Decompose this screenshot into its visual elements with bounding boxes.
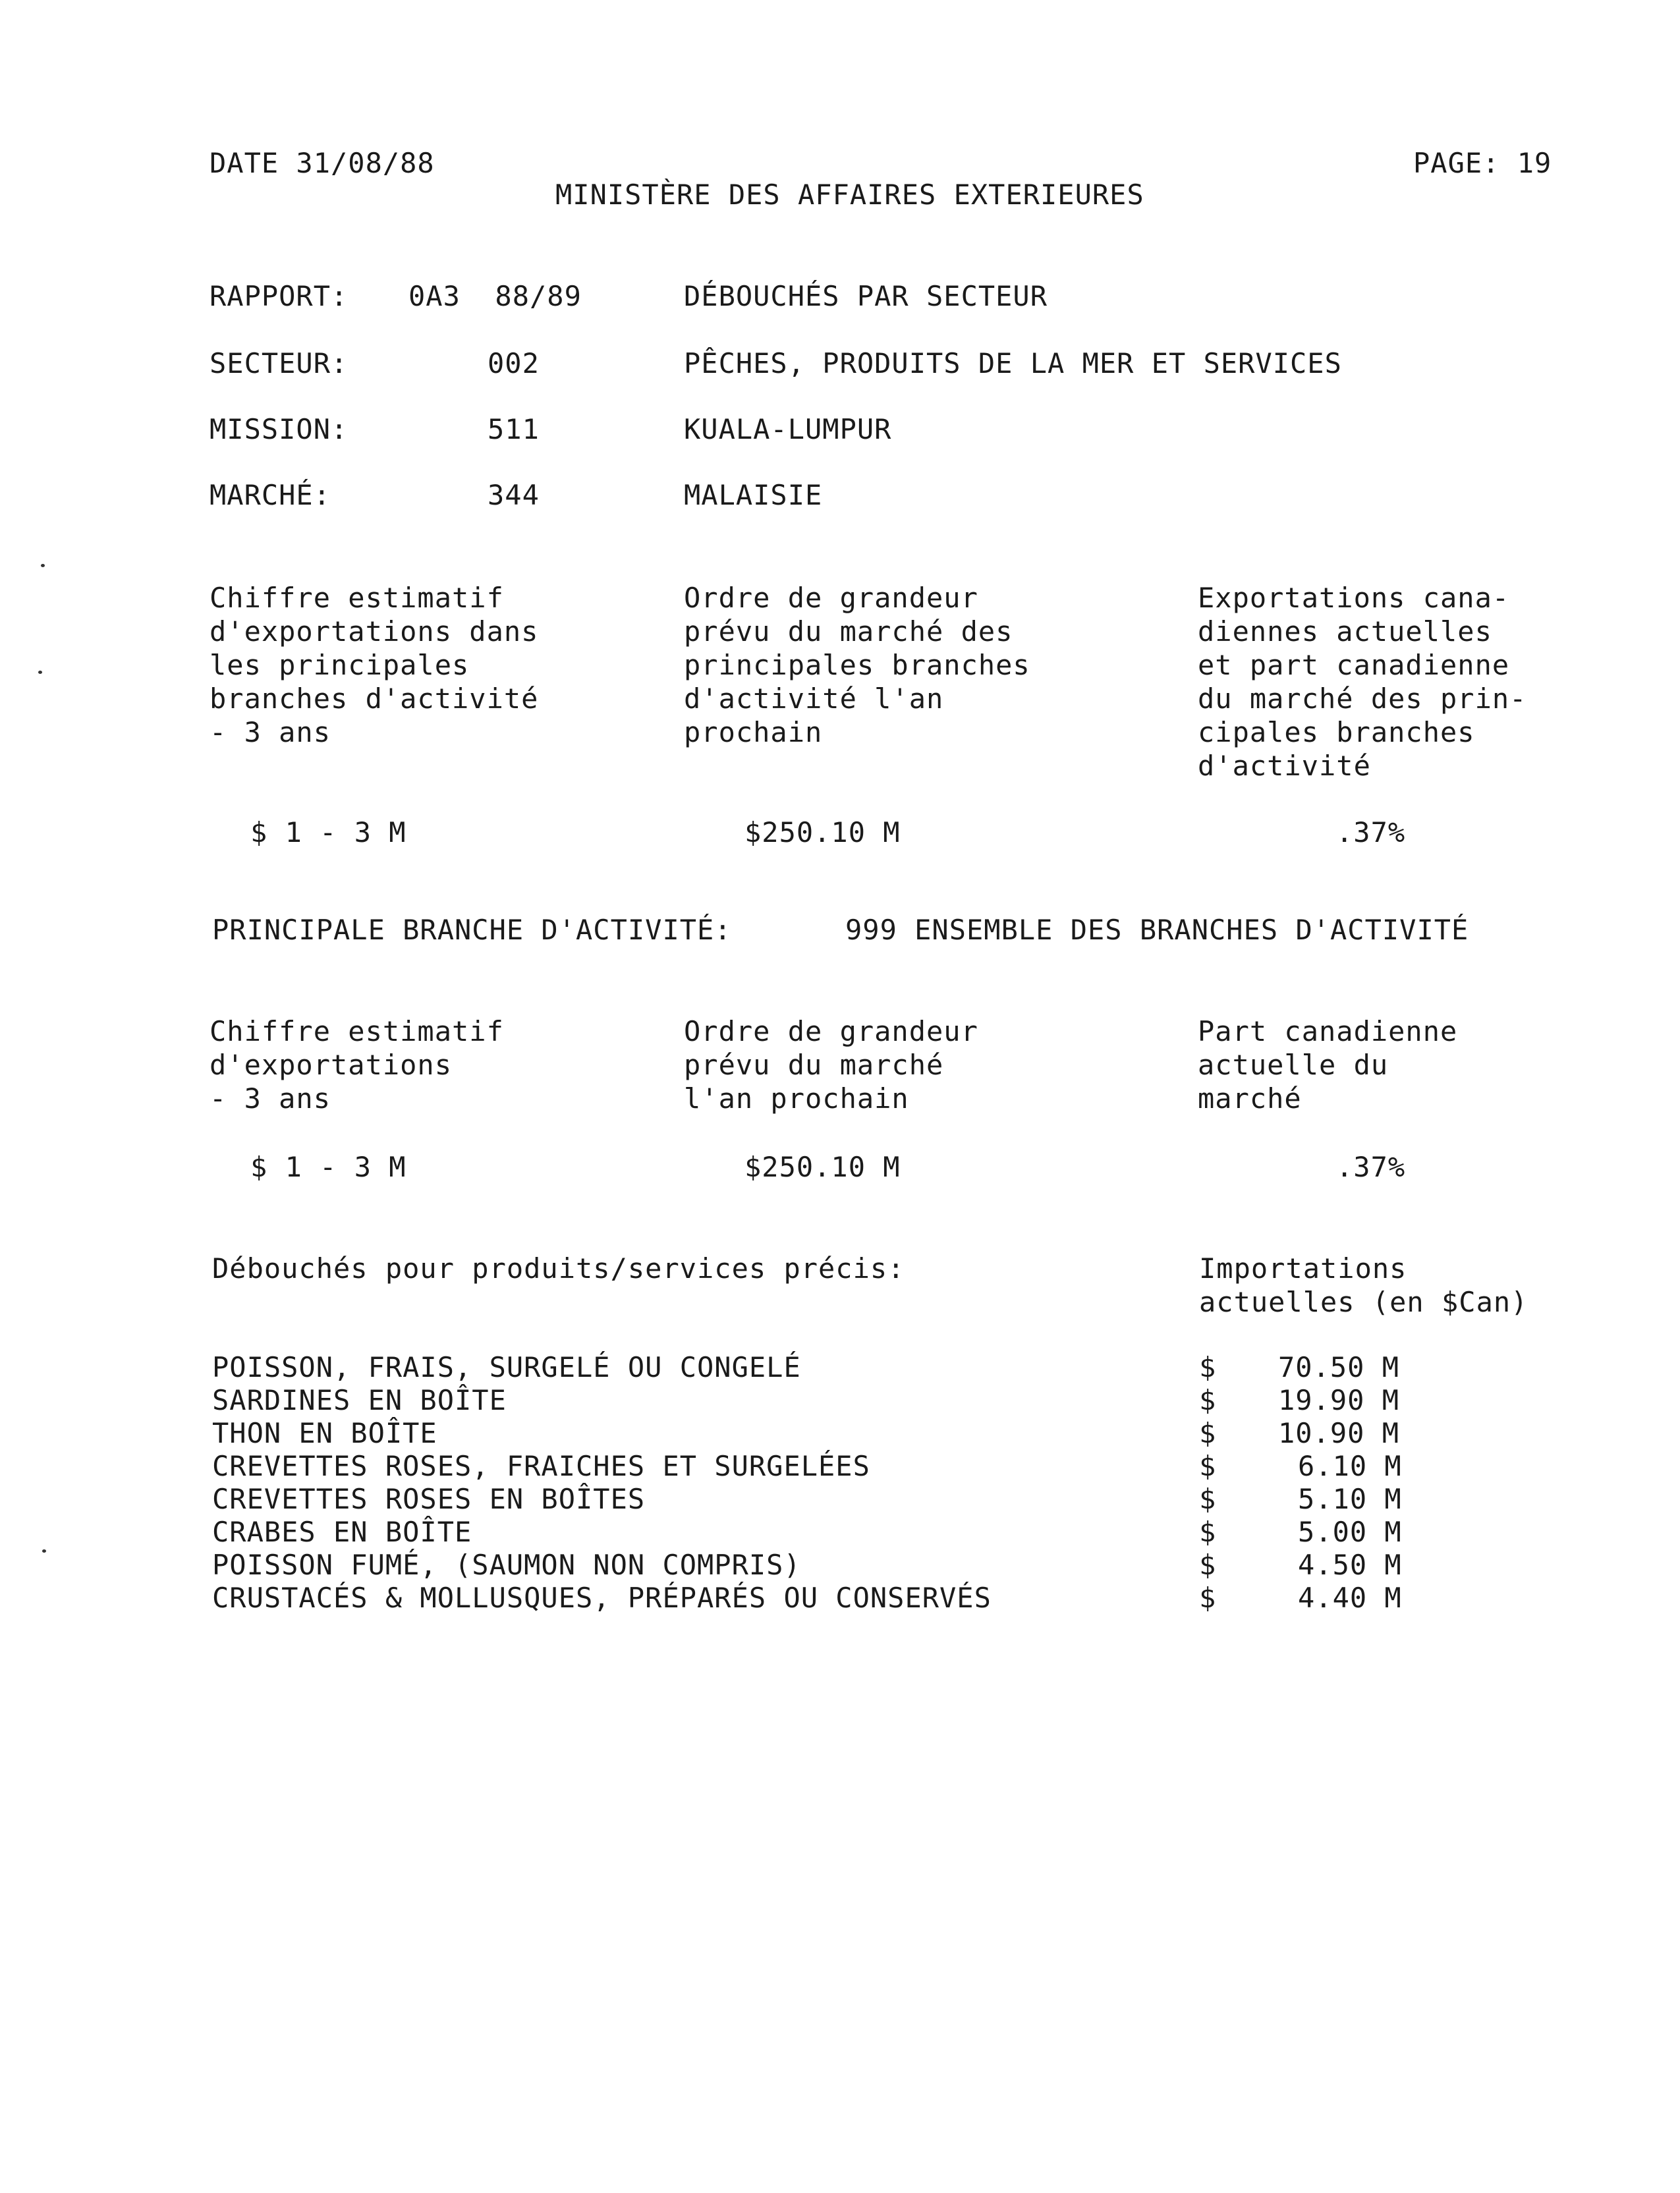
product-name: THON EN BOÎTE [212, 1417, 437, 1449]
product-name: CRABES EN BOÎTE [212, 1516, 472, 1548]
section1-col3-header: Exportations cana- diennes actuelles et part canadienne du marché des prin- cipales branches d'activité [1198, 582, 1527, 782]
import-amount: 5.00 M [1298, 1516, 1402, 1548]
report-label: RAPPORT: [210, 280, 349, 312]
import-amount: 70.50 M [1278, 1351, 1400, 1383]
section2-col3-value: .37% [1336, 1151, 1406, 1183]
section1-col1-header: Chiffre estimatif d'exportations dans les principales branches d'activité - 3 ans [210, 582, 539, 748]
currency-symbol: $ [1199, 1450, 1217, 1482]
import-amount: 4.50 M [1298, 1549, 1402, 1581]
market-value: MALAISIE [684, 479, 823, 511]
principal-branch-label: PRINCIPALE BRANCHE D'ACTIVITÉ: [212, 914, 732, 946]
mission-code: 511 [488, 413, 540, 445]
section2-col1-value: $ 1 - 3 M [250, 1151, 406, 1183]
sector-code: 002 [488, 347, 540, 379]
page-number: PAGE: 19 [1413, 147, 1552, 179]
section2-col3-header: Part canadienne actuelle du marché [1198, 1015, 1458, 1115]
currency-symbol: $ [1199, 1417, 1217, 1449]
opportunities-heading: Débouchés pour produits/services précis: [212, 1252, 905, 1285]
product-name: POISSON, FRAIS, SURGELÉ OU CONGELÉ [212, 1351, 801, 1383]
currency-symbol: $ [1199, 1351, 1217, 1383]
section1-col1-value: $ 1 - 3 M [250, 816, 406, 848]
scan-speck [42, 1549, 46, 1553]
section2-col2-header: Ordre de grandeur prévu du marché l'an prochain [684, 1015, 978, 1115]
section1-col2-header: Ordre de grandeur prévu du marché des principales branches d'activité l'an prochain [684, 582, 1030, 748]
currency-symbol: $ [1199, 1582, 1217, 1614]
market-code: 344 [488, 479, 540, 511]
principal-branch-value: 999 ENSEMBLE DES BRANCHES D'ACTIVITÉ [845, 914, 1469, 946]
currency-symbol: $ [1199, 1384, 1217, 1416]
section2-col1-header: Chiffre estimatif d'exportations - 3 ans [210, 1015, 504, 1115]
product-name: SARDINES EN BOÎTE [212, 1384, 507, 1416]
scan-speck [41, 564, 45, 567]
currency-symbol: $ [1199, 1483, 1217, 1515]
import-amount: 6.10 M [1298, 1450, 1402, 1482]
report-value: DÉBOUCHÉS PAR SECTEUR [684, 280, 1048, 312]
ministry-title: MINISTÈRE DES AFFAIRES EXTERIEURES [555, 179, 1144, 211]
product-name: CREVETTES ROSES, FRAICHES ET SURGELÉES [212, 1450, 870, 1482]
import-amount: 10.90 M [1278, 1417, 1400, 1449]
currency-symbol: $ [1199, 1516, 1217, 1548]
product-name: POISSON FUMÉ, (SAUMON NON COMPRIS) [212, 1549, 801, 1581]
section1-col3-value: .37% [1336, 816, 1406, 848]
report-code: 0A3 88/89 [408, 280, 582, 312]
market-label: MARCHÉ: [210, 479, 331, 511]
sector-value: PÊCHES, PRODUITS DE LA MER ET SERVICES [684, 347, 1342, 379]
scan-speck [38, 671, 42, 674]
imports-heading: Importations actuelles (en $Can) [1199, 1252, 1528, 1318]
sector-label: SECTEUR: [210, 347, 349, 379]
import-amount: 4.40 M [1298, 1582, 1402, 1614]
product-name: CRUSTACÉS & MOLLUSQUES, PRÉPARÉS OU CONSERVÉS [212, 1582, 992, 1614]
section1-col2-value: $250.10 M [744, 816, 901, 848]
product-name: CREVETTES ROSES EN BOÎTES [212, 1483, 646, 1515]
section2-col2-value: $250.10 M [744, 1151, 901, 1183]
currency-symbol: $ [1199, 1549, 1217, 1581]
date-label: DATE 31/08/88 [210, 147, 435, 179]
import-amount: 19.90 M [1278, 1384, 1400, 1416]
import-amount: 5.10 M [1298, 1483, 1402, 1515]
mission-value: KUALA-LUMPUR [684, 413, 892, 445]
mission-label: MISSION: [210, 413, 349, 445]
